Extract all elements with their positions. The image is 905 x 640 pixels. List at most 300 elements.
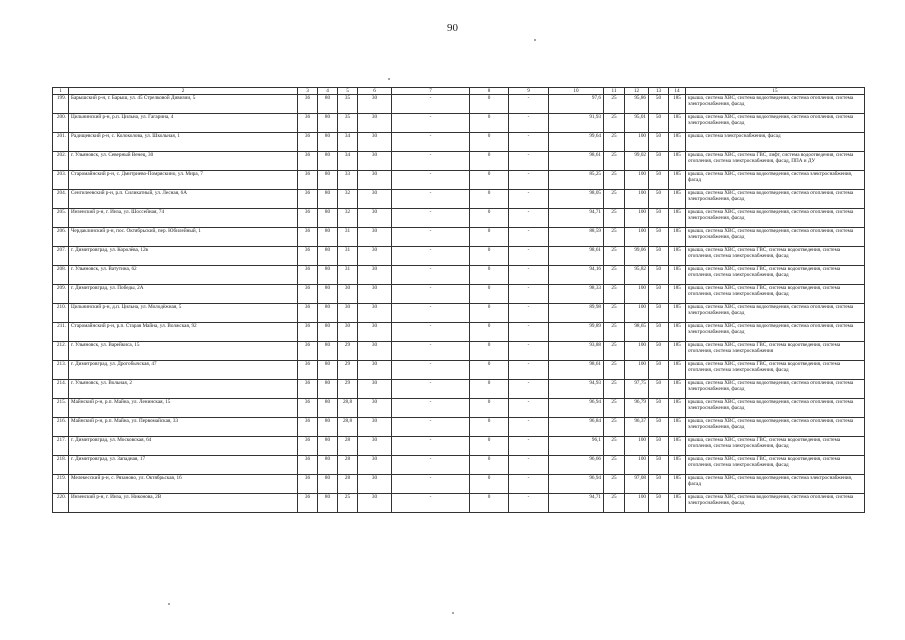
value-cell: 50 [649, 304, 669, 323]
value-cell: 0 [470, 114, 509, 133]
works-cell: крыша, система ХВС, система водоотведения, система отопления, система электроснабжения, фасад [686, 399, 865, 418]
value-cell: 30 [338, 285, 358, 304]
register-table [52, 87, 865, 513]
value-cell: 0 [470, 228, 509, 247]
address-cell: г. Ульяновск, ул. Варейкиса, 15 [69, 342, 298, 361]
table-row [53, 266, 865, 285]
value-cell: 80 [318, 323, 338, 342]
value-cell: 185 [669, 266, 686, 285]
value-cell: 25 [604, 228, 625, 247]
works-cell: крыша, система ХВС, система водоотведения, система отопления, система электроснабжения, фасад [686, 304, 865, 323]
works-cell: крыша, система ХВС, система ГВС, система водоотведения, система отопления, система электроснабжения, фасад [686, 285, 865, 304]
value-cell: 98,05 [549, 190, 604, 209]
column-header: 8 [470, 88, 509, 95]
value-cell: 98,33 [549, 285, 604, 304]
value-cell: 185 [669, 399, 686, 418]
address-cell: Цильнинский р-н, д.п. Цильна, ул. Молодёжная, 5 [69, 304, 298, 323]
value-cell: - [392, 171, 470, 190]
value-cell: 50 [649, 323, 669, 342]
value-cell: 0 [470, 266, 509, 285]
value-cell: 36 [298, 437, 318, 456]
row-number: 212. [53, 342, 69, 361]
value-cell: 30 [358, 133, 392, 152]
value-cell: 100 [625, 285, 649, 304]
value-cell: 96,84 [549, 418, 604, 437]
value-cell: 34 [338, 133, 358, 152]
value-cell: 80 [318, 190, 338, 209]
value-cell: 80 [318, 418, 338, 437]
address-cell: г. Ульяновск, ул. Вольная, 2 [69, 380, 298, 399]
address-cell: г. Димитровград, ул. Дрогобычская, 47 [69, 361, 298, 380]
value-cell: 30 [338, 323, 358, 342]
value-cell: - [509, 247, 549, 266]
value-cell: 0 [470, 380, 509, 399]
value-cell: 0 [470, 342, 509, 361]
value-cell: 100 [625, 209, 649, 228]
works-cell: крыша, система ХВС, система водоотведения, система отопления, система электроснабжения, фасад [686, 323, 865, 342]
scan-speck [534, 39, 536, 41]
value-cell: 50 [649, 171, 669, 190]
value-cell: 80 [318, 133, 338, 152]
value-cell: - [392, 190, 470, 209]
value-cell: 50 [649, 95, 669, 114]
value-cell: - [509, 475, 549, 494]
value-cell: 0 [470, 494, 509, 513]
value-cell: 36 [298, 304, 318, 323]
works-cell: крыша, система ХВС, система водоотведения, система электроснабжения, фасад [686, 475, 865, 494]
address-cell: г. Ульяновск, ул. Ватутина, 62 [69, 266, 298, 285]
value-cell: 30 [358, 361, 392, 380]
value-cell: 30 [358, 475, 392, 494]
value-cell: 28 [338, 437, 358, 456]
column-header: 2 [69, 88, 298, 95]
value-cell: 25 [604, 361, 625, 380]
value-cell: 25 [604, 114, 625, 133]
value-cell: 50 [649, 190, 669, 209]
value-cell: 0 [470, 399, 509, 418]
row-number: 215. [53, 399, 69, 418]
works-cell: крыша, система ХВС, система водоотведения, система отопления, система электроснабжения, фасад [686, 190, 865, 209]
table-row [53, 304, 865, 323]
value-cell: 185 [669, 190, 686, 209]
value-cell: 185 [669, 133, 686, 152]
value-cell: 36 [298, 95, 318, 114]
value-cell: - [509, 418, 549, 437]
value-cell: 36 [298, 418, 318, 437]
value-cell: 30 [338, 304, 358, 323]
value-cell: 36 [298, 494, 318, 513]
row-number: 208. [53, 266, 69, 285]
value-cell: 185 [669, 380, 686, 399]
table-row [53, 95, 865, 114]
value-cell: 50 [649, 133, 669, 152]
row-number: 199. [53, 95, 69, 114]
value-cell: 95,82 [625, 266, 649, 285]
value-cell: - [509, 209, 549, 228]
value-cell: 100 [625, 171, 649, 190]
table-row [53, 152, 865, 171]
value-cell: 185 [669, 361, 686, 380]
value-cell: - [392, 285, 470, 304]
value-cell: - [509, 171, 549, 190]
value-cell: 99,64 [549, 133, 604, 152]
value-cell: - [392, 456, 470, 475]
address-cell: Инзенский р-н, г. Инза, ул. Никонова, 2В [69, 494, 298, 513]
value-cell: 32 [338, 209, 358, 228]
value-cell: 185 [669, 152, 686, 171]
row-number: 219. [53, 475, 69, 494]
address-cell: Майнский р-н, р.п. Майна, ул. Первомайская, 33 [69, 418, 298, 437]
value-cell: 0 [470, 190, 509, 209]
value-cell: 30 [358, 228, 392, 247]
value-cell: 50 [649, 456, 669, 475]
value-cell: 80 [318, 437, 338, 456]
value-cell: 0 [470, 323, 509, 342]
value-cell: 80 [318, 209, 338, 228]
table-row [53, 228, 865, 247]
value-cell: 25 [604, 247, 625, 266]
value-cell: 32 [338, 190, 358, 209]
value-cell: 100 [625, 190, 649, 209]
value-cell: 0 [470, 133, 509, 152]
value-cell: 185 [669, 437, 686, 456]
value-cell: 36 [298, 190, 318, 209]
value-cell: 28,8 [338, 399, 358, 418]
value-cell: 94,71 [549, 209, 604, 228]
address-cell: г. Димитровград, ул. Западная, 17 [69, 456, 298, 475]
value-cell: 96,66 [549, 456, 604, 475]
address-cell: Старомайнский р-н, с. Дмитриево-Помряскино, ул. Мира, 7 [69, 171, 298, 190]
value-cell: 80 [318, 304, 338, 323]
column-header: 7 [392, 88, 470, 95]
value-cell: 95,86 [625, 95, 649, 114]
value-cell: 35 [338, 95, 358, 114]
value-cell: - [509, 152, 549, 171]
value-cell: 0 [470, 152, 509, 171]
value-cell: - [392, 266, 470, 285]
value-cell: - [509, 323, 549, 342]
value-cell: 25 [604, 323, 625, 342]
value-cell: 98,61 [549, 247, 604, 266]
table-row [53, 133, 865, 152]
value-cell: 97,75 [625, 380, 649, 399]
value-cell: 25 [604, 171, 625, 190]
value-cell: 80 [318, 380, 338, 399]
value-cell: 50 [649, 380, 669, 399]
value-cell: 36 [298, 456, 318, 475]
works-cell: крыша, система ХВС, система водоотведения, система отопления, система электроснабжения, фасад [686, 209, 865, 228]
value-cell: 80 [318, 361, 338, 380]
value-cell: 25 [604, 380, 625, 399]
row-number: 204. [53, 190, 69, 209]
value-cell: 25 [604, 304, 625, 323]
value-cell: 80 [318, 114, 338, 133]
scan-speck [452, 612, 454, 614]
value-cell: 95,01 [625, 114, 649, 133]
row-number: 213. [53, 361, 69, 380]
value-cell: 30 [358, 380, 392, 399]
value-cell: 50 [649, 209, 669, 228]
value-cell: 50 [649, 399, 669, 418]
table-row [53, 285, 865, 304]
value-cell: 0 [470, 456, 509, 475]
value-cell: 28 [338, 456, 358, 475]
scan-speck [168, 603, 170, 605]
value-cell: 94,93 [549, 380, 604, 399]
value-cell: 0 [470, 209, 509, 228]
column-header: 4 [318, 88, 338, 95]
value-cell: 31 [338, 247, 358, 266]
value-cell: 30 [358, 437, 392, 456]
value-cell: 185 [669, 247, 686, 266]
value-cell: 50 [649, 342, 669, 361]
value-cell: - [509, 266, 549, 285]
value-cell: 36 [298, 152, 318, 171]
row-number: 217. [53, 437, 69, 456]
value-cell: - [509, 437, 549, 456]
table-row [53, 494, 865, 513]
value-cell: 30 [358, 190, 392, 209]
value-cell: 100 [625, 437, 649, 456]
value-cell: 25 [604, 399, 625, 418]
works-cell: крыша, система ХВС, система водоотведения, система отопления, система электроснабжения, фасад [686, 95, 865, 114]
table-row [53, 456, 865, 475]
value-cell: 0 [470, 437, 509, 456]
value-cell: 50 [649, 494, 669, 513]
value-cell: 28 [338, 475, 358, 494]
value-cell: 185 [669, 95, 686, 114]
address-cell: Старомайнский р-н, р.п. Старая Майна, ул. Волжская, 92 [69, 323, 298, 342]
works-cell: крыша, система ХВС, система водоотведения, система отопления, система электроснабжения, фасад [686, 114, 865, 133]
value-cell: 185 [669, 209, 686, 228]
address-cell: г. Димитровград, ул. Московская, 64 [69, 437, 298, 456]
value-cell: 30 [358, 152, 392, 171]
value-cell: 50 [649, 285, 669, 304]
value-cell: 80 [318, 456, 338, 475]
value-cell: 50 [649, 152, 669, 171]
address-cell: Цильнинский р-н, р.п. Цильна, ул. Гагарина, 4 [69, 114, 298, 133]
table-row [53, 171, 865, 190]
value-cell: 100 [625, 342, 649, 361]
value-cell: 36 [298, 380, 318, 399]
value-cell: 36 [298, 342, 318, 361]
value-cell: - [509, 361, 549, 380]
address-cell: г. Димитровград, ул. Победы, 2А [69, 285, 298, 304]
value-cell: - [392, 342, 470, 361]
column-header: 15 [686, 88, 865, 95]
value-cell: 36 [298, 361, 318, 380]
value-cell: - [509, 133, 549, 152]
column-header: 14 [669, 88, 686, 95]
value-cell: 99,02 [625, 152, 649, 171]
value-cell: 85,25 [549, 171, 604, 190]
row-number: 206. [53, 228, 69, 247]
value-cell: - [392, 228, 470, 247]
column-header: 12 [625, 88, 649, 95]
value-cell: - [509, 190, 549, 209]
value-cell: 36 [298, 171, 318, 190]
works-cell: крыша, система ХВС, система ГВС, система водоотведения, система отопления, система электроснабжения, фасад [686, 437, 865, 456]
row-number: 220. [53, 494, 69, 513]
value-cell: 30 [358, 209, 392, 228]
value-cell: 50 [649, 418, 669, 437]
value-cell: - [392, 323, 470, 342]
value-cell: 29 [338, 342, 358, 361]
value-cell: 185 [669, 304, 686, 323]
column-header: 9 [509, 88, 549, 95]
value-cell: - [509, 228, 549, 247]
value-cell: 30 [358, 247, 392, 266]
value-cell: 97,08 [625, 475, 649, 494]
value-cell: 96,1 [549, 437, 604, 456]
works-cell: крыша, система ХВС, система ГВС, система водоотведения, система отопления, система электроснабжения, фасад [686, 361, 865, 380]
table-row [53, 437, 865, 456]
value-cell: - [509, 95, 549, 114]
header-row [53, 88, 865, 95]
address-cell: Сенгилеевский р-н, р.п. Силикатный, ул. Лесная, 6А [69, 190, 298, 209]
value-cell: 50 [649, 361, 669, 380]
value-cell: - [392, 304, 470, 323]
value-cell: 100 [625, 133, 649, 152]
value-cell: - [509, 114, 549, 133]
value-cell: - [392, 494, 470, 513]
value-cell: 93,88 [549, 342, 604, 361]
value-cell: 185 [669, 418, 686, 437]
value-cell: 36 [298, 209, 318, 228]
value-cell: - [392, 209, 470, 228]
column-header: 11 [604, 88, 625, 95]
value-cell: 96,79 [625, 399, 649, 418]
address-cell: Барышский р-н, г. Барыш, ул. 45 Стрелковой Дивизии, 5 [69, 95, 298, 114]
value-cell: 80 [318, 494, 338, 513]
value-cell: 99,89 [549, 323, 604, 342]
row-number: 216. [53, 418, 69, 437]
value-cell: 80 [318, 228, 338, 247]
value-cell: 36 [298, 475, 318, 494]
value-cell: 80 [318, 475, 338, 494]
table-row [53, 190, 865, 209]
value-cell: 25 [604, 494, 625, 513]
scan-speck [388, 78, 390, 80]
value-cell: 30 [358, 266, 392, 285]
value-cell: 36 [298, 133, 318, 152]
value-cell: 80 [318, 342, 338, 361]
value-cell: 88,59 [549, 228, 604, 247]
value-cell: 185 [669, 494, 686, 513]
value-cell: 0 [470, 171, 509, 190]
value-cell: 80 [318, 247, 338, 266]
row-number: 200. [53, 114, 69, 133]
value-cell: - [392, 475, 470, 494]
value-cell: 97,6 [549, 95, 604, 114]
works-cell: крыша, система ХВС, система водоотведения, система отопления, система электроснабжения, фасад [686, 494, 865, 513]
value-cell: 30 [358, 285, 392, 304]
value-cell: 30 [358, 171, 392, 190]
table-row [53, 247, 865, 266]
value-cell: - [392, 152, 470, 171]
value-cell: 185 [669, 456, 686, 475]
works-cell: крыша, система электроснабжения, фасад [686, 133, 865, 152]
value-cell: - [509, 285, 549, 304]
address-cell: Чердаклинский р-н, пос. Октябрьский, пер. Юбилейный, 1 [69, 228, 298, 247]
value-cell: 50 [649, 228, 669, 247]
value-cell: 36 [298, 266, 318, 285]
value-cell: 25 [604, 456, 625, 475]
value-cell: 185 [669, 323, 686, 342]
value-cell: 31 [338, 266, 358, 285]
value-cell: - [392, 95, 470, 114]
row-number: 201. [53, 133, 69, 152]
value-cell: 25 [604, 209, 625, 228]
table-row [53, 114, 865, 133]
value-cell: 0 [470, 247, 509, 266]
table-row [53, 361, 865, 380]
row-number: 210. [53, 304, 69, 323]
value-cell: 89,98 [549, 304, 604, 323]
value-cell: 35 [338, 114, 358, 133]
value-cell: 30 [358, 456, 392, 475]
address-cell: Мелекесский р-н, с. Рязаново, ул. Октябрьская, 16 [69, 475, 298, 494]
value-cell: 25 [604, 475, 625, 494]
value-cell: 31 [338, 228, 358, 247]
value-cell: - [392, 437, 470, 456]
value-cell: 0 [470, 95, 509, 114]
value-cell: 91,93 [549, 114, 604, 133]
value-cell: 29 [338, 361, 358, 380]
address-cell: Радищевский р-н, с. Колоколова, ул. Школьная, 1 [69, 133, 298, 152]
works-cell: крыша, система ХВС, система водоотведения, система отопления, система электроснабжения, фасад [686, 228, 865, 247]
value-cell: 30 [358, 342, 392, 361]
value-cell: 0 [470, 304, 509, 323]
value-cell: 94,71 [549, 494, 604, 513]
value-cell: 50 [649, 114, 669, 133]
works-cell: крыша, система ХВС, система ГВС, лифт, система водоотведения, система отопления, система электроснабжения, фасад, ППА и ДУ [686, 152, 865, 171]
value-cell: 29 [338, 380, 358, 399]
value-cell: 80 [318, 266, 338, 285]
value-cell: 80 [318, 95, 338, 114]
value-cell: 25 [604, 152, 625, 171]
address-cell: г. Димитровград, ул. Королёва, 12в [69, 247, 298, 266]
row-number: 202. [53, 152, 69, 171]
value-cell: 80 [318, 285, 338, 304]
value-cell: 80 [318, 399, 338, 418]
table-row [53, 380, 865, 399]
value-cell: 0 [470, 475, 509, 494]
value-cell: - [392, 247, 470, 266]
column-header: 10 [549, 88, 604, 95]
value-cell: 100 [625, 361, 649, 380]
table-row [53, 475, 865, 494]
value-cell: 28,8 [338, 418, 358, 437]
value-cell: 98,61 [549, 152, 604, 171]
address-cell: Майнский р-н, р.п. Майна, ул. Ленинская, 15 [69, 399, 298, 418]
value-cell: 25 [604, 266, 625, 285]
value-cell: - [392, 399, 470, 418]
row-number: 209. [53, 285, 69, 304]
works-cell: крыша, система ХВС, система ГВС, система водоотведения, система отопления, система электроснабжения, фасад [686, 247, 865, 266]
works-cell: крыша, система ХВС, система водоотведения, система отопления, система электроснабжения, фасад [686, 418, 865, 437]
value-cell: 0 [470, 418, 509, 437]
value-cell: 36 [298, 285, 318, 304]
value-cell: 25 [604, 437, 625, 456]
value-cell: 25 [604, 418, 625, 437]
value-cell: 100 [625, 228, 649, 247]
value-cell: 25 [604, 190, 625, 209]
value-cell: 34 [338, 152, 358, 171]
value-cell: 36 [298, 114, 318, 133]
value-cell: - [509, 399, 549, 418]
value-cell: 185 [669, 228, 686, 247]
